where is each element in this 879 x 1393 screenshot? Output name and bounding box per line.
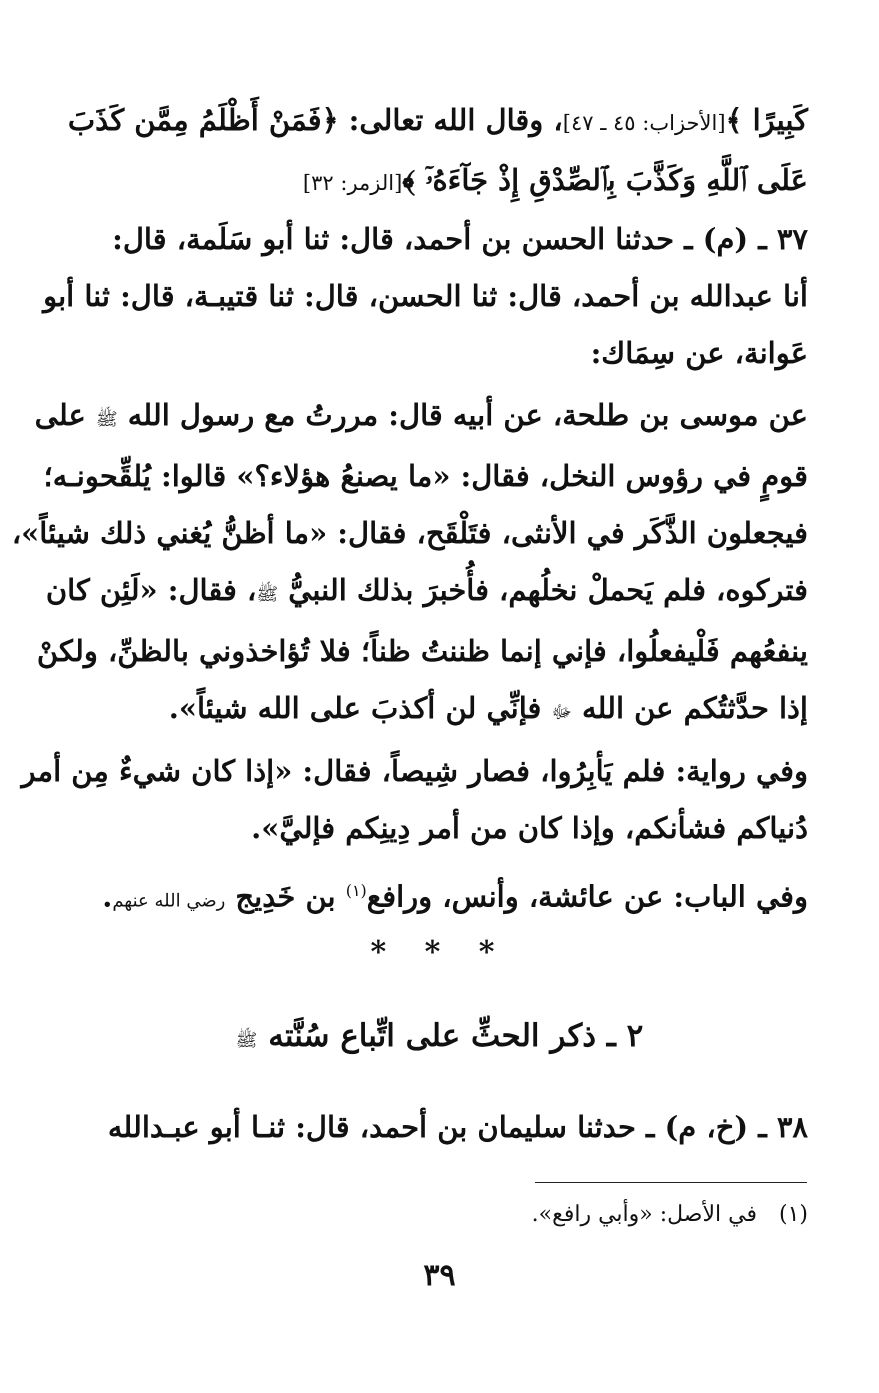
footnote-divider [535, 1182, 807, 1183]
matn-line-4 [45, 562, 808, 623]
chapter-cross-references [86, 862, 808, 930]
surah-reference-ahzab: [الأحزاب: ٤٥ ـ ٤٧] [562, 111, 726, 135]
hadith-37-line-3: عَوانة، عن سِمَاك: [590, 336, 808, 370]
verse-line-2 [86, 152, 808, 212]
surah-reference-zumar: [الزمر: ٣٢] [302, 171, 403, 195]
chapter-heading [0, 1013, 879, 1064]
azza-honorific-glyph: ﷻ [551, 702, 572, 723]
matn-line-4-end: ، فقال: «لَئِن كان [45, 573, 257, 607]
matn-line-2: قومٍ في رؤوس النخل، فقال: «ما يصنعُ هؤلاء؟» قالوا: يُلقِّحونـه؛ [43, 459, 808, 493]
salla-honorific-glyph: ﷺ [95, 409, 118, 430]
matn-line-5: ينفعُهم فَلْيفعلُوا، فإني إنما ظننتُ ظناً؛ فلا تُؤاخذوني بالظنِّ، ولكنْ [36, 634, 808, 668]
section-separator: * * * [370, 935, 509, 970]
hadith-37-line-2: أنا عبدالله بن أحمد، قال: ثنا الحسن، قال: ثنا قتيبـة، قال: ثنا أبو [43, 279, 808, 313]
hadith-38-line-1: ٣٨ ـ (خ، م) ـ حدثنا سليمان بن أحمد، قال: ثنـا أبو عبـدالله [107, 1110, 808, 1144]
quran-verse-paragraph [67, 92, 808, 212]
footnote-number: (١) [778, 1202, 808, 1227]
verse-quote-text: عَلَى ٱللَّهِ وَكَذَّبَ بِٱلصِّدْقِ إِذْ جَآءَهُۥٓ ﴾ [402, 163, 808, 197]
hadith-37-isnad [43, 211, 808, 382]
radiya-honorific-glyph: رضي الله عنهم [112, 890, 226, 912]
chapter-title: ٢ ـ ذكر الحثِّ على اتِّباع سُنَّته [268, 1018, 644, 1054]
bab-text-end: بن خَدِيج [235, 879, 336, 914]
verse-end-text: كَبِيرًا ﴾ [725, 103, 808, 137]
matn-line-1-end: على [34, 398, 86, 432]
page-number: ٣٩ [423, 1258, 456, 1293]
salla-honorific-glyph: ﷺ [235, 1030, 258, 1051]
footnote-marker[interactable]: (١) [345, 881, 367, 900]
hadith-38-isnad [86, 1099, 808, 1156]
matn-line-6-text: إذا حدَّثتُكم عن الله [581, 691, 808, 725]
hadith-matn [11, 387, 808, 741]
other-narration [21, 743, 808, 857]
verse-line-1 [67, 92, 808, 152]
matn-line-3: فيجعلون الذَّكَر في الأنثى، فتَلْقَح، فقال: «ما أظنُّ يُغني ذلك شيئاً»، [11, 516, 808, 550]
bab-period: . [102, 879, 113, 914]
salla-honorific-glyph: ﷺ [256, 584, 279, 605]
hadith-37-line-1: ٣٧ ـ (م) ـ حدثنا الحسن بن أحمد، قال: ثنا أبو سَلَمة، قال: [112, 222, 808, 256]
footnote [86, 1198, 808, 1232]
riwaya-line-1: وفي رواية: فلم يَأبِرُوا، فصار شِيصاً، فقال: «إذا كان شيءٌ مِن أمر [21, 754, 808, 788]
matn-line-1 [34, 387, 808, 448]
matn-line-6 [86, 680, 808, 741]
bab-text: وفي الباب: عن عائشة، وأنس، ورافع [366, 879, 808, 914]
matn-line-4-text: فتركوه، فلم يَحملْ نخلُهم، فأُخبرَ بذلك النبيُّ [288, 573, 808, 607]
bab-line [86, 862, 808, 930]
matn-line-6-end: فإنِّي لن أكذبَ على الله شيئاً». [168, 691, 542, 725]
footnote-text: في الأصل: «وأبي رافع». [531, 1202, 757, 1227]
riwaya-line-2: دُنياكم فشأنكم، وإذا كان من أمر دِينِكم فإليَّ». [251, 811, 808, 845]
verse-intro-text: ، وقال الله تعالى: ﴿فَمَنْ أَظْلَمُ مِمَّن كَذَبَ [67, 103, 563, 137]
matn-line-1-text: عن موسى بن طلحة، عن أبيه قال: مررتُ مع رسول الله [127, 398, 808, 432]
